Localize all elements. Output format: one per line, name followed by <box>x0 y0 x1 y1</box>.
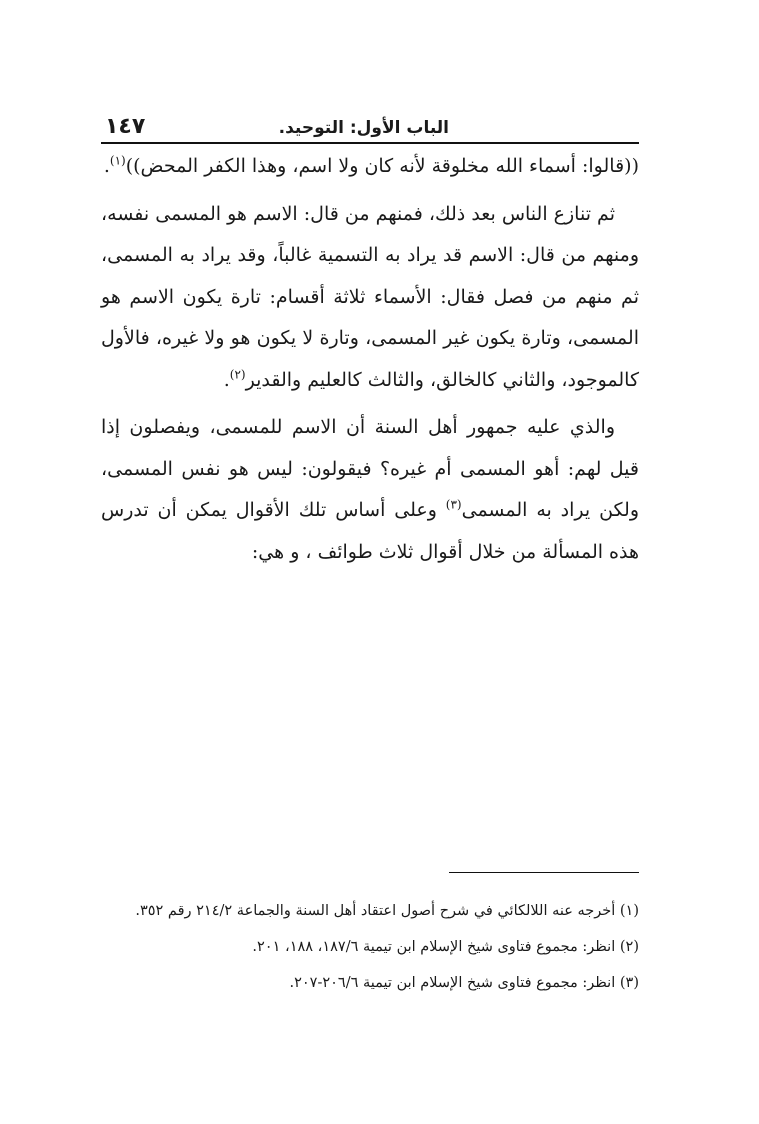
footnote-ref-3[interactable]: (٣) <box>445 497 462 512</box>
main-text <box>101 146 639 579</box>
page-number: ١٤٧ <box>105 114 146 139</box>
paragraph-3-text-a: والذي عليه جمهور أهل السنة أن الاسم للمسمى، ويفصلون إذا قيل لهم: أهو المسمى أم غيره؟ فيقولون: ليس هو نفس المسمى، ولكن يراد به المسمى <box>101 416 639 521</box>
footnote-ref-2[interactable]: (٢) <box>229 367 246 382</box>
footnotes <box>101 893 639 1001</box>
footnote-2: (٢) انظر: مجموع فتاوى شيخ الإسلام ابن تيمية ١٨٧/٦، ١٨٨، ٢٠١. <box>252 939 639 955</box>
paragraph-1 <box>101 146 639 188</box>
paragraph-2-text: ثم تنازع الناس بعد ذلك، فمنهم من قال: الاسم هو المسمى نفسه، ومنهم من قال: الاسم قد يراد به التسمية غالباً، وقد يراد به المسمى، ثم منهم من فصل فقال: الأسماء ثلاثة أقسام: تارة يكون الاسم هو المسمى، وتارة يكون غير المسمى، وتارة لا يكون هو ولا غيره، فالأول كالموجود، والثاني كالخالق، والثالث كالعليم والقدير <box>101 202 639 391</box>
paragraph-2 <box>101 194 639 402</box>
footnote-3: (٣) انظر: مجموع فتاوى شيخ الإسلام ابن تيمية ٢٠٦/٦-٢٠٧. <box>289 975 639 991</box>
footnote-1: (١) أخرجه عنه اللالكائي في شرح أصول اعتقاد أهل السنة والجماعة ٢١٤/٢ رقم ٣٥٢. <box>135 903 639 919</box>
paragraph-3-text-b: وعلى أساس تلك الأقوال يمكن أن تدرس هذه المسألة من خلال أقوال ثلاث طوائف ، و هي: <box>101 499 639 563</box>
chapter-title: الباب الأول: التوحيد. <box>278 118 449 138</box>
paragraph-3 <box>101 407 639 573</box>
footnote-separator <box>449 872 639 873</box>
paragraph-1-text: ((قالوا: أسماء الله مخلوقة لأنه كان ولا اسم، وهذا الكفر المحض)) <box>125 155 639 177</box>
paragraph-1-end: . <box>103 155 110 177</box>
paragraph-2-end: . <box>223 368 230 391</box>
running-header <box>101 114 639 144</box>
footnote-ref-1[interactable]: (١) <box>109 153 126 168</box>
